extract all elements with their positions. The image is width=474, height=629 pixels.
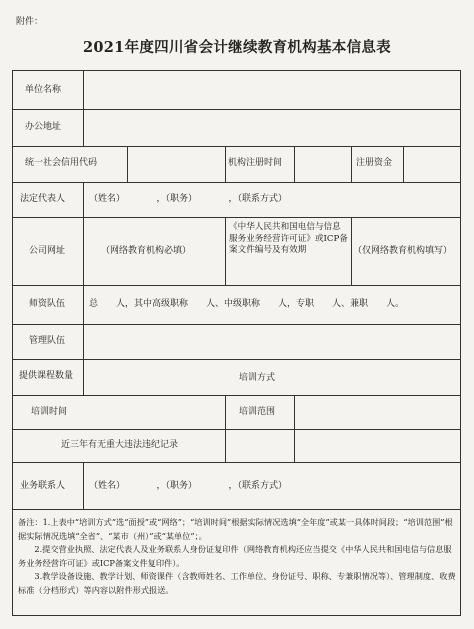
col-divider: [83, 182, 84, 396]
col-divider: [83, 71, 84, 146]
col-divider: [294, 395, 295, 462]
faculty-label: 师资队伍: [29, 299, 66, 309]
website-required-note: （网络教育机构必填）: [101, 246, 192, 256]
training-scope-label: 培训范围: [239, 407, 276, 417]
management-label: 管理队伍: [29, 336, 66, 346]
row-divider: [13, 324, 460, 325]
violation-record-label: 近三年有无重大违法违纪记录: [61, 440, 179, 450]
legal-rep-label: 法定代表人: [20, 194, 66, 204]
icp-fill-note: （仅网络教育机构填写）: [353, 246, 453, 256]
faculty-detail: 总 人，其中高级职称 人、中级职称 人，专职 人、兼职 人。: [89, 299, 405, 309]
course-count-label: 提供课程数量: [19, 371, 74, 381]
col-divider: [225, 146, 226, 182]
credit-code-label: 统一社会信用代码: [25, 158, 98, 168]
col-divider: [351, 217, 352, 285]
form-title: 2021年度四川省会计继续教育机构基本信息表: [83, 39, 391, 56]
row-divider: [13, 285, 460, 286]
business-contact-label: 业务联系人: [20, 481, 66, 491]
row-divider: [13, 217, 460, 218]
row-divider: [13, 109, 460, 110]
row-divider: [13, 395, 460, 396]
remark-1: 备注：1.上表中“培训方式”选“面授”或“网络”；“培训时间”根据实际情况选填“全年度”或某一具体时间段；“培训范围”根据实际情况选填“全省”、“某市（州）”或“某单位”；。: [18, 517, 453, 541]
col-divider: [294, 146, 295, 182]
row-divider: [13, 359, 460, 360]
info-form-table: [12, 70, 461, 616]
row-divider: [13, 146, 460, 147]
row-divider: [13, 462, 460, 463]
icp-license-label: 《中华人民共和国电信与信息服务业务经营许可证》或ICP备案文件编号及有效期: [229, 222, 348, 255]
unit-name-label: 单位名称: [25, 85, 62, 95]
row-divider: [13, 182, 460, 183]
col-divider: [225, 217, 226, 285]
col-divider: [403, 146, 404, 182]
legal-rep-fields: （姓名） ，（职务） ，（联系方式）: [89, 194, 288, 204]
remark-2: 2.提交营业执照、法定代表人及业务联系人身份证复印件（网络教育机构还应当提交《中华人民共和国电信与信息服务业务经营许可证》或ICP备案文件复印件）。: [18, 544, 452, 568]
company-website-label: 公司网址: [29, 246, 66, 256]
training-time-label: 培训时间: [31, 407, 68, 417]
col-divider: [351, 146, 352, 182]
office-address-label: 办公地址: [25, 122, 62, 132]
row-divider: [13, 429, 460, 430]
col-divider: [83, 462, 84, 509]
registered-capital-label: 注册资金: [356, 158, 393, 168]
attachment-label: 附件：: [16, 17, 44, 27]
row-divider: [13, 509, 460, 510]
remarks-section: [18, 516, 456, 597]
training-mode-label: 培训方式: [239, 373, 276, 383]
remark-3: 3.教学设备设施、教学计划、师资课件（含教师姓名、工作单位、身份证号、职称、专兼职情况等）、管理制度、收费标准（分档形式）等内容以附件形式报送。: [18, 571, 456, 595]
business-contact-fields: （姓名） ，（职务） ，（联系方式）: [89, 481, 288, 491]
col-divider: [225, 395, 226, 462]
registration-time-label: 机构注册时间: [228, 158, 283, 168]
col-divider: [127, 146, 128, 182]
